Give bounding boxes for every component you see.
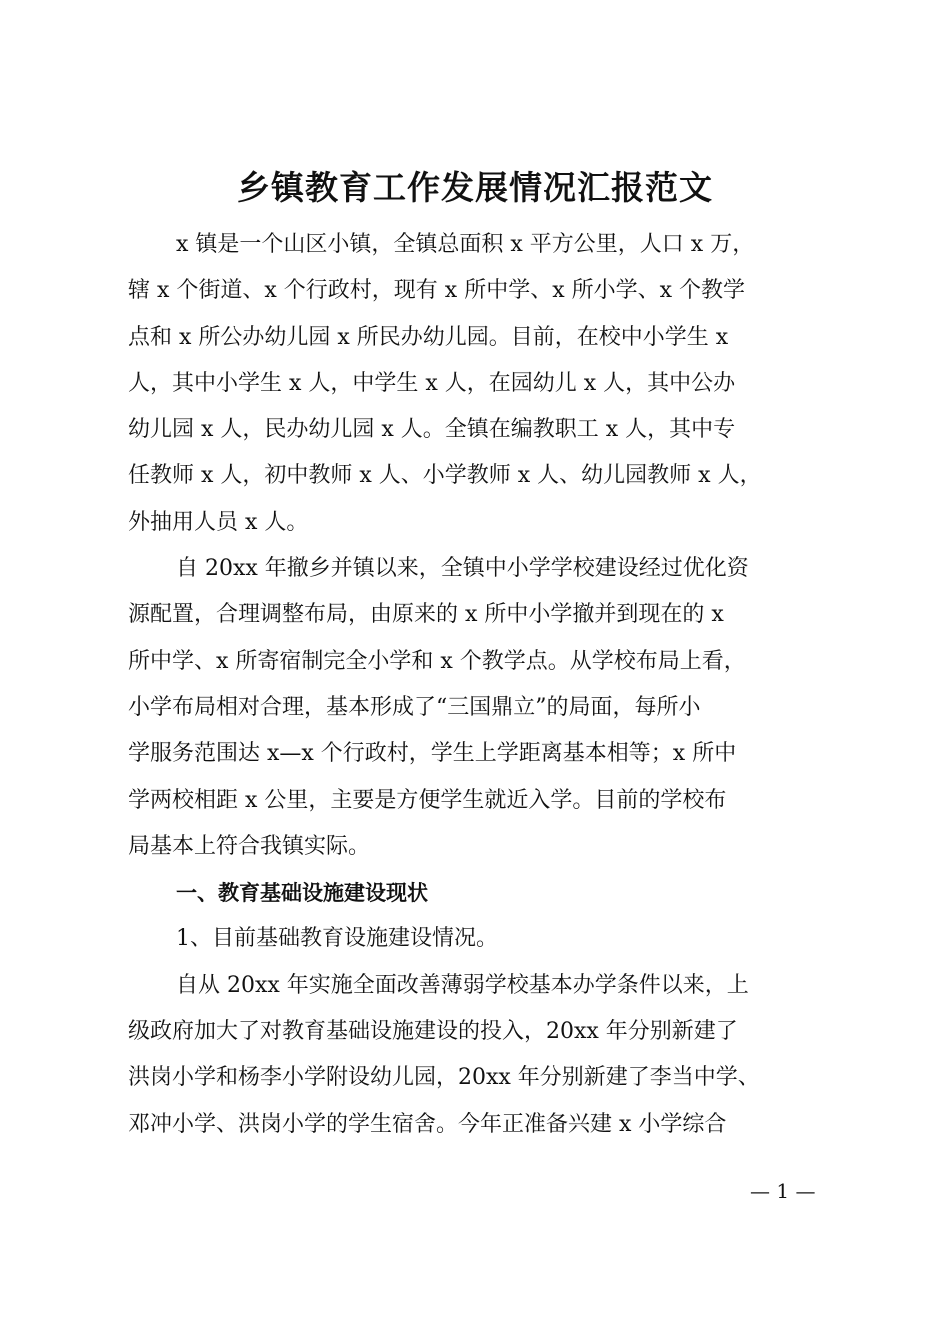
page-number: — 1 —: [750, 1179, 816, 1203]
paragraph-line: x 镇是一个山区小镇，全镇总面积 x 平方公里，人口 x 万，: [176, 232, 755, 257]
paragraph-line: 邓冲小学、洪岗小学的学生宿舍。今年正准备兴建 x 小学综合: [128, 1111, 727, 1137]
paragraph-line: 源配置，合理调整布局，由原来的 x 所中小学撤并到现在的 x: [128, 602, 724, 628]
paragraph-line: 人，其中小学生 x 人，中学生 x 人，在园幼儿 x 人，其中公办: [128, 370, 736, 396]
subsection-heading: 1、目前基础教育设施建设情况。: [176, 926, 498, 952]
paragraph-line: 级政府加大了对教育基础设施建设的投入，20xx 年分别新建了: [128, 1019, 738, 1045]
paragraph-line: 洪岗小学和杨李小学附设幼儿园，20xx 年分别新建了李当中学、: [128, 1065, 760, 1091]
paragraph-line: 小学布局相对合理，基本形成了“三国鼎立”的局面，每所小: [128, 694, 701, 720]
paragraph-line: 外抽用人员 x 人。: [128, 509, 309, 535]
paragraph-line: 点和 x 所公办幼儿园 x 所民办幼儿园。目前，在校中小学生 x: [128, 324, 729, 350]
paragraph-line: 自 20xx 年撤乡并镇以来，全镇中小学学校建设经过优化资: [176, 556, 749, 582]
paragraph-line: 幼儿园 x 人，民办幼儿园 x 人。全镇在编教职工 x 人，其中专: [128, 417, 736, 443]
paragraph-line: 学两校相距 x 公里，主要是方便学生就近入学。目前的学校布: [128, 787, 727, 813]
paragraph-line: 自从 20xx 年实施全面改善薄弱学校基本办学条件以来，上: [176, 972, 749, 998]
section-heading: 一、教育基础设施建设现状: [176, 881, 428, 906]
paragraph-line: 任教师 x 人，初中教师 x 人、小学教师 x 人、幼儿园教师 x 人，: [128, 463, 762, 489]
document-title: 乡镇教育工作发展情况汇报范文: [237, 168, 713, 207]
paragraph-line: 辖 x 个街道、x 个行政村，现有 x 所中学、x 所小学、x 个教学: [128, 278, 745, 304]
document-body: [128, 222, 840, 1148]
paragraph-line: 学服务范围达 x—x 个行政村，学生上学距离基本相等；x 所中: [128, 741, 737, 767]
paragraph-line: 局基本上符合我镇实际。: [128, 833, 371, 859]
paragraph-line: 所中学、x 所寄宿制完全小学和 x 个教学点。从学校布局上看，: [128, 648, 746, 674]
